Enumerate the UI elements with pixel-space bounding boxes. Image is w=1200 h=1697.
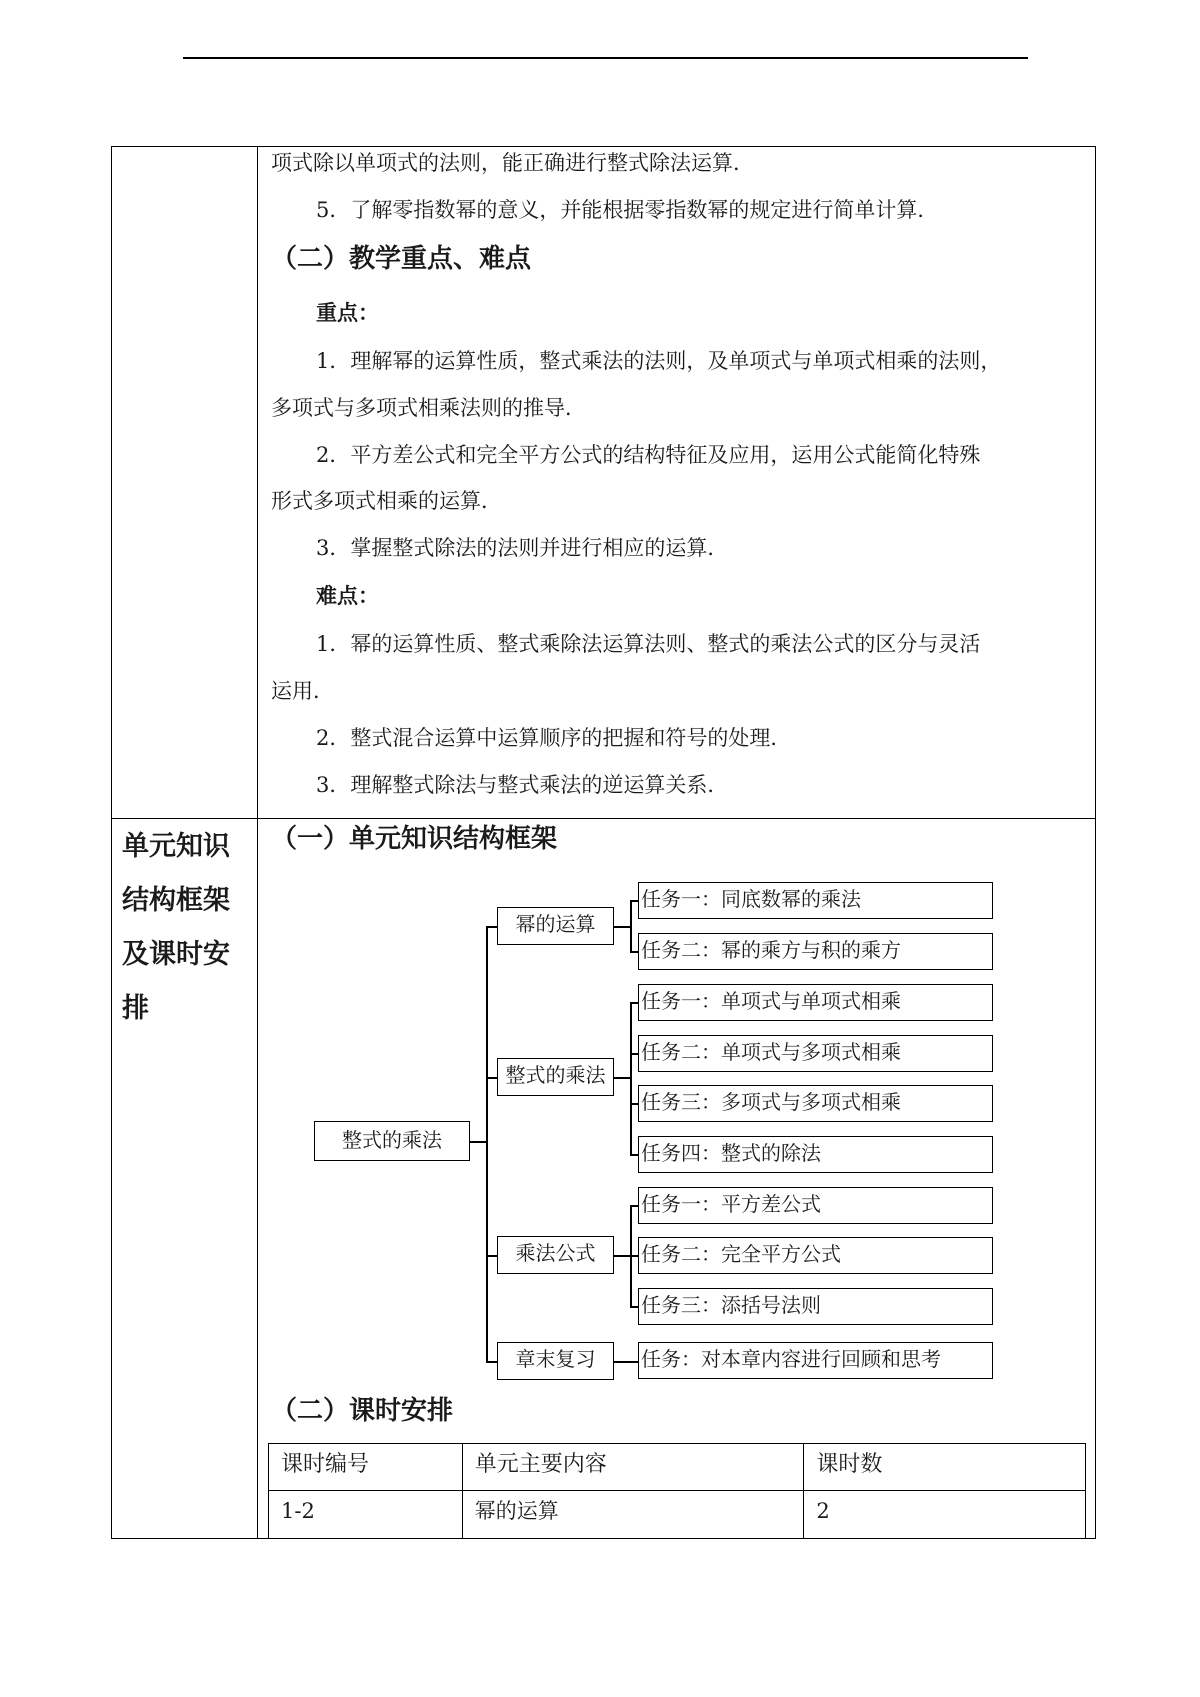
diagram-task-node: 任务：对本章内容进行回顾和思考 [638, 1342, 993, 1379]
diagram-group-node: 整式的乘法 [497, 1058, 614, 1096]
schedule-header-cell: 课时编号 [269, 1444, 463, 1491]
connector [630, 1002, 632, 1155]
table-row [269, 1491, 1086, 1539]
key-point-3: 3．掌握整式除法的法则并进行相应的运算． [316, 536, 729, 560]
table-header-row [269, 1444, 1086, 1491]
key-point-2: 2．平方差公式和完全平方公式的结构特征及应用，运用公式能简化特殊 [316, 443, 981, 467]
connector [486, 1077, 497, 1079]
connector [614, 926, 631, 928]
difficult-point-1-cont: 运用． [271, 679, 334, 703]
connector [486, 1361, 497, 1363]
connector [470, 1141, 487, 1143]
diagram-task-node: 任务四：整式的除法 [638, 1136, 993, 1173]
connector [614, 1255, 631, 1257]
schedule-header-cell: 课时数 [804, 1444, 1086, 1491]
header-rule [183, 57, 1028, 59]
connector [486, 926, 497, 928]
connector [630, 1103, 638, 1105]
connector [630, 1002, 638, 1004]
schedule-cell: 2 [804, 1491, 1086, 1539]
connector [486, 1255, 497, 1257]
key-points-label: 重点： [316, 300, 379, 325]
schedule-cell: 1-2 [269, 1491, 463, 1539]
connector [614, 1077, 631, 1079]
connector [630, 1255, 638, 1257]
connector [630, 900, 632, 952]
diagram-task-node: 任务二：单项式与多项式相乘 [638, 1035, 993, 1072]
diagram-task-node: 任务三：添括号法则 [638, 1288, 993, 1325]
section-schedule-title: （二）课时安排 [271, 1396, 454, 1426]
section-key-title: （二）教学重点、难点 [271, 244, 532, 274]
table-col-divider [257, 146, 258, 1539]
schedule-header-cell: 单元主要内容 [462, 1444, 804, 1491]
diagram-group-node: 章末复习 [497, 1342, 614, 1380]
diagram-task-node: 任务三：多项式与多项式相乘 [638, 1085, 993, 1122]
connector [630, 1154, 638, 1156]
key-point-1: 1．理解幂的运算性质，整式乘法的法则，及单项式与单项式相乘的法则， [316, 349, 1002, 373]
diagram-group-node: 乘法公式 [497, 1236, 614, 1274]
side-label-line: 单元知识 [122, 831, 230, 862]
connector [614, 1361, 638, 1363]
difficult-point-1: 1．幂的运算性质、整式乘除法运算法则、整式的乘法公式的区分与灵活 [316, 632, 981, 656]
connector [630, 900, 638, 902]
diagram-root-node: 整式的乘法 [314, 1121, 470, 1161]
connector [630, 951, 638, 953]
diagram-task-node: 任务二：幂的乘方与积的乘方 [638, 933, 993, 970]
key-point-2-cont: 形式多项式相乘的运算． [271, 489, 502, 513]
difficult-points-label: 难点： [316, 583, 379, 608]
objective-5: 5．了解零指数幂的意义，并能根据零指数幂的规定进行简单计算． [316, 198, 939, 222]
side-label-line: 及课时安 [122, 939, 230, 970]
difficult-point-3: 3．理解整式除法与整式乘法的逆运算关系． [316, 773, 729, 797]
diagram-task-node: 任务一：平方差公式 [638, 1187, 993, 1224]
connector [630, 1306, 638, 1308]
diagram-task-node: 任务一：单项式与单项式相乘 [638, 984, 993, 1021]
connector [486, 926, 488, 1362]
schedule-cell: 幂的运算 [462, 1491, 804, 1539]
side-label-line: 结构框架 [122, 885, 230, 916]
objective-text: 项式除以单项式的法则，能正确进行整式除法运算． [271, 151, 754, 175]
diagram-task-node: 任务二：完全平方公式 [638, 1237, 993, 1274]
difficult-point-2: 2．整式混合运算中运算顺序的把握和符号的处理． [316, 726, 792, 750]
side-label-line: 排 [122, 993, 149, 1024]
key-point-1-cont: 多项式与多项式相乘法则的推导． [271, 396, 586, 420]
schedule-table [268, 1443, 1086, 1539]
table-row-divider [111, 818, 1096, 819]
section-frame-title: （一）单元知识结构框架 [271, 824, 558, 854]
diagram-group-node: 幂的运算 [497, 907, 614, 945]
diagram-task-node: 任务一：同底数幂的乘法 [638, 882, 993, 919]
side-label [122, 820, 230, 1036]
connector [630, 1053, 638, 1055]
connector [630, 1205, 638, 1207]
